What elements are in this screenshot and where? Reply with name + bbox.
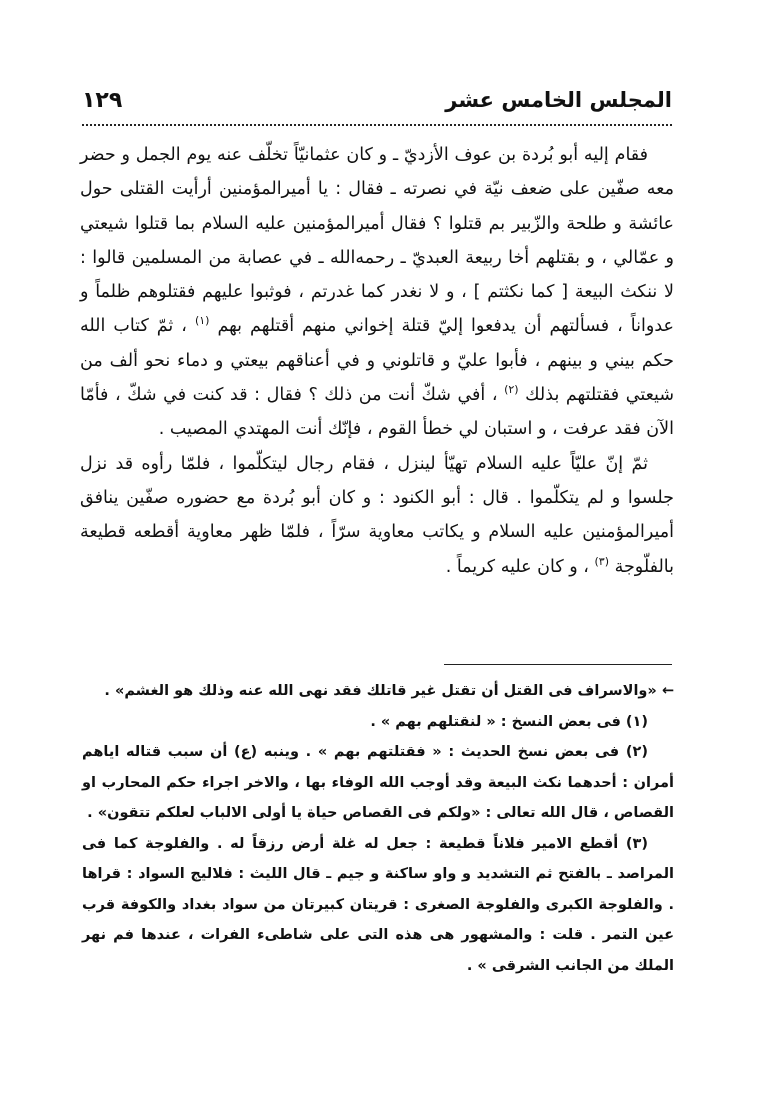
main-text: [80, 138, 674, 584]
page-header: [82, 88, 672, 122]
body-paragraph: [80, 138, 674, 447]
body-paragraph: [80, 447, 674, 584]
footnote-reference: (١): [194, 314, 210, 328]
page-number: ١٢٩: [82, 88, 123, 113]
footnote-2: (٢) فى بعض نسخ الحديث : « فقتلتهم بهم » . وينبه (ع) أن سبب قتاله اياهم أمران : أحدهما نكث البيعة وقد أوجب الله الوفاء بها ، والاخر اجراء حكم المحارب او القصاص ، قال الله تعالى : «ولكم فى القصاص حياة يا أولى الالباب لعلكم تتقون» .: [82, 744, 674, 821]
paragraph-text: ثمّ إنّ عليّاً عليه السلام تهيّأ لينزل ، فقام رجال ليتكلّموا ، فلمّا رأوه قد نزل جلسوا و لم يتكلّموا . قال : أبو الكنود : و كان أبو بُردة مع حضوره صفّين ينافق أميرالمؤمنين عليه السلام و يكاتب معاوية سرّاً ، فلمّا ظهر معاوية أقطعه قطيعة بالفلّوجة: [80, 453, 674, 577]
header-divider: [82, 124, 672, 126]
chapter-title: المجلس الخامس عشر: [445, 88, 672, 112]
footnotes: [82, 676, 674, 981]
footnote-continuation: ← «والاسراف فى القتل أن تقتل غير قاتلك فقد نهى الله عنه وذلك هو الغشم» .: [104, 683, 674, 699]
footnote-1: (١) فى بعض النسخ : « لنقتلهم بهم » .: [370, 713, 648, 730]
footnote-reference: (٣): [594, 554, 609, 568]
footnote-3: (٣) أقطع الامير فلاناً قطيعة : جعل له غلة أرض رزقاً له . والفلوجة كما فى المراصد ـ بالفتح ثم التشديد و واو ساكنة و جيم ـ قال الليث : فلاليج السواد : قراها . والفلوجة الكبرى والفلوجة الصغرى : قريتان كبيرتان من سواد بغداد والكوفة قرب عين التمر . قلت : والمشهور هى هذه التى على شاطىء الفرات ، عندها فم نهر الملك من الجانب الشرقى » .: [82, 835, 674, 974]
paragraph-text: ، ثمّ كتاب الله حكم بيني و بينهم ، فأبوا عليّ و قاتلوني و في أعناقهم بيعتي و دماء نحو ألف من شيعتي فقتلتهم بذلك: [80, 316, 674, 406]
paragraph-text: ، أفي شكّ أنت من ذلك ؟ فقال : قد كنت في شكّ ، فأمّا الآن فقد عرفت ، و استبان لي خطأ القوم ، فإنّك أنت المهتدي المصيب .: [80, 385, 674, 440]
paragraph-text: فقام إليه أبو بُردة بن عوف الأزديّ ـ و كان عثمانيّاً تخلّف عنه يوم الجمل و حضر معه صفّين على ضعف نيّة في نصرته ـ فقال : يا أميرالمؤمنين أرأيت القتلى حول عائشة و طلحة والزّبير بم قتلوا ؟ فقال أميرالمؤمنين عليه السلام بما قتلوا شيعتي و عمّالي ، و بقتلهم أخا ربيعة العبديّ ـ رحمه‌الله ـ في عصابة من المسلمين قالوا : لا ننكث البيعة [ كما نكثتم ] ، و لا نغدر كما غدرتم ، فوثبوا عليهم فقتلوهم ظلماً و عدواناً ، فسألتهم أن يدفعوا إليّ قتلة إخواني منهم أقتلهم بهم: [80, 145, 674, 337]
paragraph-text: ، و كان عليه كريماً .: [445, 556, 589, 577]
footnote-reference: (٢): [504, 383, 519, 397]
footnote-divider: [444, 664, 672, 665]
